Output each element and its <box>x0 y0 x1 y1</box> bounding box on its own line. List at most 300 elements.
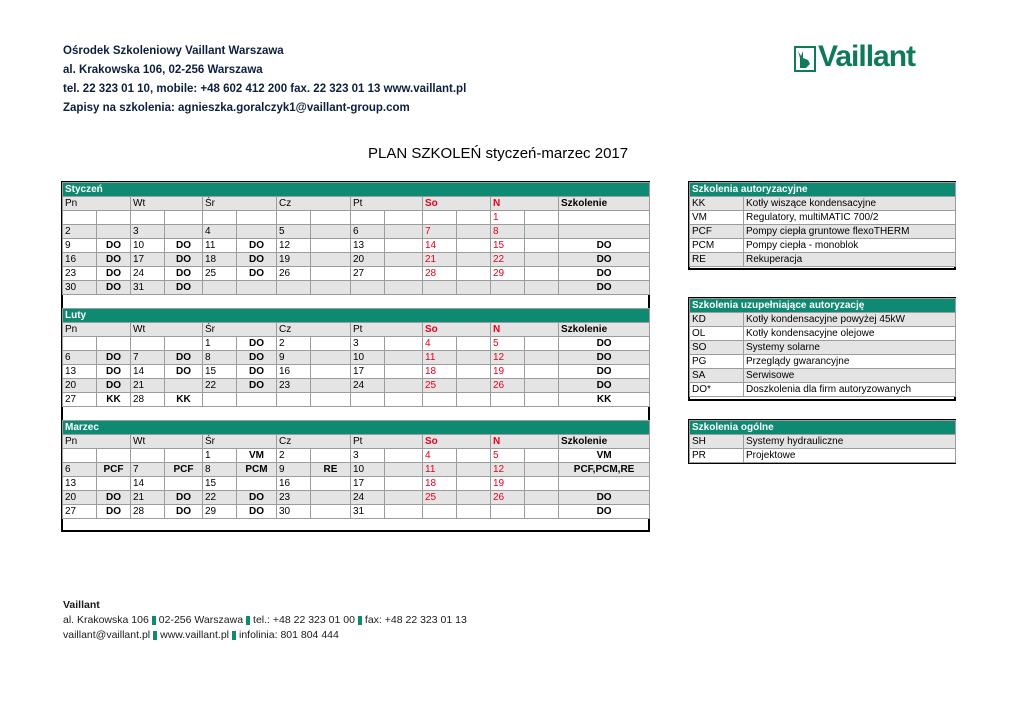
date-cell <box>423 505 457 519</box>
course-code: VM <box>237 449 277 463</box>
legend-item <box>690 253 956 267</box>
course-code <box>457 365 491 379</box>
date-cell: 11 <box>203 239 237 253</box>
date-cell: 22 <box>203 491 237 505</box>
szkolenie-cell: DO <box>559 351 650 365</box>
course-code <box>237 281 277 295</box>
date-cell: 20 <box>63 491 97 505</box>
date-cell: 2 <box>277 449 311 463</box>
course-code <box>457 239 491 253</box>
legend-item <box>690 197 956 211</box>
szkolenie-cell: DO <box>559 365 650 379</box>
calendar-row <box>63 477 650 491</box>
date-cell: 6 <box>63 463 97 477</box>
course-code <box>97 211 131 225</box>
date-cell: 5 <box>491 449 525 463</box>
szkolenie-cell: KK <box>559 393 650 407</box>
calendar-table <box>62 182 650 519</box>
day-header: Cz <box>277 435 351 449</box>
legend-title: Szkolenia ogólne <box>690 421 956 435</box>
date-cell: 8 <box>491 225 525 239</box>
date-cell: 3 <box>351 449 385 463</box>
calendar-row <box>63 491 650 505</box>
szkolenie-cell <box>559 477 650 491</box>
legend-title: Szkolenia autoryzacyjne <box>690 183 956 197</box>
course-code <box>311 477 351 491</box>
calendar-row <box>63 337 650 351</box>
course-code <box>97 337 131 351</box>
date-cell: 30 <box>63 281 97 295</box>
calendar-row <box>63 393 650 407</box>
day-header: Pn <box>63 435 131 449</box>
date-cell: 15 <box>203 477 237 491</box>
date-cell: 7 <box>131 351 165 365</box>
course-code: DO <box>237 505 277 519</box>
date-cell: 20 <box>351 253 385 267</box>
footer-email[interactable]: vaillant@vaillant.pl <box>63 629 151 641</box>
course-code <box>457 337 491 351</box>
course-code: PCF <box>97 463 131 477</box>
footer-line-1 <box>63 613 467 628</box>
legend-code: PR <box>690 449 744 463</box>
separator-icon <box>153 631 157 640</box>
date-cell: 18 <box>423 365 457 379</box>
spacer-row <box>63 407 650 421</box>
spacer-row <box>63 295 650 309</box>
date-cell: 15 <box>491 239 525 253</box>
course-code: DO <box>237 253 277 267</box>
course-code <box>525 351 559 365</box>
header-line-3: tel. 22 323 01 10, mobile: +48 602 412 200 fax. 22 323 01 13 www.vaillant.pl <box>63 83 467 95</box>
course-code <box>385 449 423 463</box>
month-name: Luty <box>63 309 650 323</box>
course-code: DO <box>165 281 203 295</box>
legend-code: VM <box>690 211 744 225</box>
szkolenie-cell: DO <box>559 379 650 393</box>
course-code: DO <box>165 253 203 267</box>
header-line-2: al. Krakowska 106, 02-256 Warszawa <box>63 64 263 76</box>
legend-description: Rekuperacja <box>744 253 956 267</box>
legend-table <box>689 298 956 397</box>
course-code <box>311 365 351 379</box>
course-code: RE <box>311 463 351 477</box>
course-code <box>385 239 423 253</box>
legend-item <box>690 327 956 341</box>
date-cell <box>203 393 237 407</box>
day-header: Pt <box>351 323 423 337</box>
szkolenie-cell: DO <box>559 267 650 281</box>
date-cell: 17 <box>351 365 385 379</box>
date-cell: 1 <box>203 337 237 351</box>
date-cell: 13 <box>63 477 97 491</box>
date-cell: 11 <box>423 351 457 365</box>
course-code: DO <box>97 239 131 253</box>
course-code <box>385 267 423 281</box>
course-code <box>237 225 277 239</box>
date-cell: 14 <box>131 365 165 379</box>
date-cell: 15 <box>203 365 237 379</box>
legend-description: Pompy ciepła - monoblok <box>744 239 956 253</box>
date-cell: 12 <box>491 351 525 365</box>
date-cell: 5 <box>277 225 311 239</box>
course-code <box>525 337 559 351</box>
date-cell: 28 <box>131 505 165 519</box>
month-name: Marzec <box>63 421 650 435</box>
legend-item <box>690 355 956 369</box>
date-cell: 23 <box>277 379 311 393</box>
date-cell <box>423 281 457 295</box>
footer-brand: Vaillant <box>63 599 100 611</box>
course-code <box>311 239 351 253</box>
course-code <box>97 449 131 463</box>
course-code <box>385 351 423 365</box>
course-code: DO <box>165 491 203 505</box>
header-line-1: Ośrodek Szkoleniowy Vaillant Warszawa <box>63 45 284 57</box>
date-cell: 10 <box>351 463 385 477</box>
calendar-row <box>63 211 650 225</box>
date-cell: 13 <box>351 239 385 253</box>
date-cell: 7 <box>131 463 165 477</box>
legend-code: PCF <box>690 225 744 239</box>
legend-title-row <box>690 183 956 197</box>
footer-website[interactable]: www.vaillant.pl <box>160 629 229 641</box>
footer-fax: fax: +48 22 323 01 13 <box>364 614 467 626</box>
date-cell: 30 <box>277 505 311 519</box>
legend-description: Serwisowe <box>744 369 956 383</box>
course-code <box>311 491 351 505</box>
course-code <box>385 393 423 407</box>
course-code <box>311 505 351 519</box>
szkolenie-cell: DO <box>559 239 650 253</box>
date-cell: 12 <box>491 463 525 477</box>
date-cell: 24 <box>351 491 385 505</box>
date-cell: 22 <box>491 253 525 267</box>
date-cell: 26 <box>491 379 525 393</box>
date-cell <box>277 393 311 407</box>
date-cell: 31 <box>131 281 165 295</box>
month-header-row <box>63 309 650 323</box>
course-code: DO <box>97 505 131 519</box>
course-code: DO <box>237 267 277 281</box>
date-cell: 25 <box>423 491 457 505</box>
legend-code: PG <box>690 355 744 369</box>
day-header: Cz <box>277 197 351 211</box>
vaillant-logo <box>794 40 934 78</box>
course-code <box>457 477 491 491</box>
course-code: PCM <box>237 463 277 477</box>
legend-code: KK <box>690 197 744 211</box>
course-code <box>385 253 423 267</box>
course-code: DO <box>237 239 277 253</box>
course-code <box>385 211 423 225</box>
date-cell: 21 <box>131 379 165 393</box>
logo-text: Vaillant <box>818 40 916 73</box>
date-cell: 4 <box>423 449 457 463</box>
header-block <box>63 42 466 118</box>
date-cell <box>63 211 97 225</box>
legend-title-row <box>690 299 956 313</box>
legend-item <box>690 239 956 253</box>
separator-icon <box>152 616 156 625</box>
date-cell: 14 <box>423 239 457 253</box>
date-cell: 4 <box>423 337 457 351</box>
course-code <box>525 365 559 379</box>
course-code <box>457 253 491 267</box>
day-header: So <box>423 323 491 337</box>
day-header: Pn <box>63 323 131 337</box>
date-cell: 27 <box>63 505 97 519</box>
course-code <box>97 477 131 491</box>
legend-description: Projektowe <box>744 449 956 463</box>
date-cell: 9 <box>277 463 311 477</box>
date-cell: 24 <box>131 267 165 281</box>
course-code: DO <box>165 365 203 379</box>
date-cell: 26 <box>277 267 311 281</box>
day-header: N <box>491 435 559 449</box>
course-code <box>385 505 423 519</box>
date-cell: 25 <box>203 267 237 281</box>
course-code <box>385 477 423 491</box>
date-cell: 21 <box>423 253 457 267</box>
legend-description: Systemy hydrauliczne <box>744 435 956 449</box>
legend-code: RE <box>690 253 744 267</box>
szkolenie-cell: DO <box>559 253 650 267</box>
date-cell <box>423 211 457 225</box>
calendar-row <box>63 463 650 477</box>
course-code: KK <box>97 393 131 407</box>
date-cell: 1 <box>491 211 525 225</box>
day-header: N <box>491 197 559 211</box>
date-cell: 6 <box>63 351 97 365</box>
date-cell: 19 <box>277 253 311 267</box>
course-code <box>525 393 559 407</box>
day-header: Wt <box>131 197 203 211</box>
day-header-row <box>63 323 650 337</box>
spacer-cell <box>63 295 650 309</box>
szkolenie-cell <box>559 211 650 225</box>
date-cell <box>491 505 525 519</box>
plan-title: PLAN SZKOLEŃ styczeń-marzec 2017 <box>368 145 629 162</box>
date-cell <box>423 393 457 407</box>
course-code: DO <box>237 351 277 365</box>
course-code <box>165 477 203 491</box>
course-code <box>457 281 491 295</box>
footer-city: 02-256 Warszawa <box>158 614 244 626</box>
course-code <box>525 253 559 267</box>
calendar-row <box>63 239 650 253</box>
legend-description: Kotły kondensacyjne powyżej 45kW <box>744 313 956 327</box>
day-header: Wt <box>131 323 203 337</box>
szkolenie-cell <box>559 225 650 239</box>
date-cell <box>491 393 525 407</box>
course-code <box>385 281 423 295</box>
date-cell: 3 <box>351 337 385 351</box>
day-header: Pt <box>351 197 423 211</box>
date-cell <box>277 211 311 225</box>
footer-address: al. Krakowska 106 <box>63 614 149 626</box>
month-header-row <box>63 421 650 435</box>
legend-description: Kotły wiszące kondensacyjne <box>744 197 956 211</box>
footer-phone: tel.: +48 22 323 01 00 <box>253 614 355 626</box>
date-cell: 4 <box>203 225 237 239</box>
legend-description: Doszkolenia dla firm autoryzowanych <box>744 383 956 397</box>
date-cell <box>63 449 97 463</box>
course-code <box>385 379 423 393</box>
calendar-row <box>63 351 650 365</box>
course-code: DO <box>97 267 131 281</box>
date-cell: 17 <box>351 477 385 491</box>
date-cell <box>351 281 385 295</box>
legend-item <box>690 449 956 463</box>
course-code: DO <box>165 351 203 365</box>
month-header-row <box>63 183 650 197</box>
date-cell: 14 <box>131 477 165 491</box>
legend-item <box>690 313 956 327</box>
course-code <box>385 365 423 379</box>
course-code: DO <box>237 379 277 393</box>
course-code <box>457 491 491 505</box>
calendar-row <box>63 225 650 239</box>
date-cell: 7 <box>423 225 457 239</box>
legend-item <box>690 435 956 449</box>
legend-description: Systemy solarne <box>744 341 956 355</box>
date-cell: 26 <box>491 491 525 505</box>
course-code <box>237 393 277 407</box>
szkolenie-cell: DO <box>559 505 650 519</box>
date-cell: 29 <box>491 267 525 281</box>
course-code <box>525 225 559 239</box>
footer <box>63 598 467 643</box>
date-cell: 23 <box>277 491 311 505</box>
course-code <box>165 337 203 351</box>
course-code <box>525 239 559 253</box>
month-name: Styczeń <box>63 183 650 197</box>
legend-code: SH <box>690 435 744 449</box>
date-cell: 27 <box>351 267 385 281</box>
course-code <box>311 211 351 225</box>
course-code <box>525 449 559 463</box>
course-code <box>457 463 491 477</box>
legend-item <box>690 341 956 355</box>
calendar-row <box>63 379 650 393</box>
date-cell: 16 <box>63 253 97 267</box>
day-header: Pt <box>351 435 423 449</box>
legend-item <box>690 383 956 397</box>
course-code <box>525 379 559 393</box>
legend-code: SO <box>690 341 744 355</box>
calendar-row <box>63 365 650 379</box>
course-code <box>165 225 203 239</box>
course-code <box>385 491 423 505</box>
day-header: Wt <box>131 435 203 449</box>
date-cell <box>203 281 237 295</box>
date-cell: 19 <box>491 477 525 491</box>
date-cell: 12 <box>277 239 311 253</box>
date-cell: 3 <box>131 225 165 239</box>
calendar-row <box>63 281 650 295</box>
calendar-row <box>63 449 650 463</box>
date-cell: 16 <box>277 365 311 379</box>
legend-code: KD <box>690 313 744 327</box>
day-header: Śr <box>203 197 277 211</box>
date-cell: 25 <box>423 379 457 393</box>
course-code <box>165 379 203 393</box>
course-code <box>457 505 491 519</box>
course-code <box>525 491 559 505</box>
course-code <box>385 337 423 351</box>
date-cell: 28 <box>131 393 165 407</box>
legend-item <box>690 211 956 225</box>
date-cell: 28 <box>423 267 457 281</box>
footer-hotline: infolinia: 801 804 444 <box>239 629 339 641</box>
course-code <box>457 225 491 239</box>
course-code: DO <box>165 505 203 519</box>
date-cell: 11 <box>423 463 457 477</box>
course-code <box>311 281 351 295</box>
course-code: PCF <box>165 463 203 477</box>
day-header-row <box>63 197 650 211</box>
legend-title: Szkolenia uzupełniające autoryzację <box>690 299 956 313</box>
separator-icon <box>232 631 236 640</box>
date-cell: 18 <box>203 253 237 267</box>
course-code <box>457 449 491 463</box>
date-cell: 5 <box>491 337 525 351</box>
calendar-row <box>63 253 650 267</box>
course-code: DO <box>97 253 131 267</box>
course-code <box>311 225 351 239</box>
course-code <box>311 267 351 281</box>
course-code: DO <box>165 239 203 253</box>
day-header: So <box>423 197 491 211</box>
date-cell: 23 <box>63 267 97 281</box>
course-code <box>311 393 351 407</box>
date-cell: 6 <box>351 225 385 239</box>
day-header: Cz <box>277 323 351 337</box>
date-cell: 1 <box>203 449 237 463</box>
date-cell: 22 <box>203 379 237 393</box>
date-cell: 21 <box>131 491 165 505</box>
date-cell: 18 <box>423 477 457 491</box>
calendar-row <box>63 267 650 281</box>
date-cell: 8 <box>203 463 237 477</box>
date-cell <box>491 281 525 295</box>
legend-description: Pompy ciepła gruntowe flexoTHERM <box>744 225 956 239</box>
legend-code: PCM <box>690 239 744 253</box>
day-header: N <box>491 323 559 337</box>
legend-table <box>689 182 956 267</box>
legend-code: SA <box>690 369 744 383</box>
day-header-row <box>63 435 650 449</box>
day-header: Śr <box>203 435 277 449</box>
course-code <box>165 211 203 225</box>
spacer-cell <box>63 407 650 421</box>
date-cell: 20 <box>63 379 97 393</box>
day-header: Pn <box>63 197 131 211</box>
szkolenie-cell: VM <box>559 449 650 463</box>
course-code <box>525 477 559 491</box>
date-cell: 16 <box>277 477 311 491</box>
course-code <box>525 505 559 519</box>
calendar-row <box>63 505 650 519</box>
date-cell <box>351 211 385 225</box>
date-cell <box>277 281 311 295</box>
course-code <box>311 351 351 365</box>
hare-logo-icon <box>794 46 816 72</box>
course-code <box>237 211 277 225</box>
course-code: DO <box>97 491 131 505</box>
date-cell: 10 <box>351 351 385 365</box>
course-code <box>457 379 491 393</box>
